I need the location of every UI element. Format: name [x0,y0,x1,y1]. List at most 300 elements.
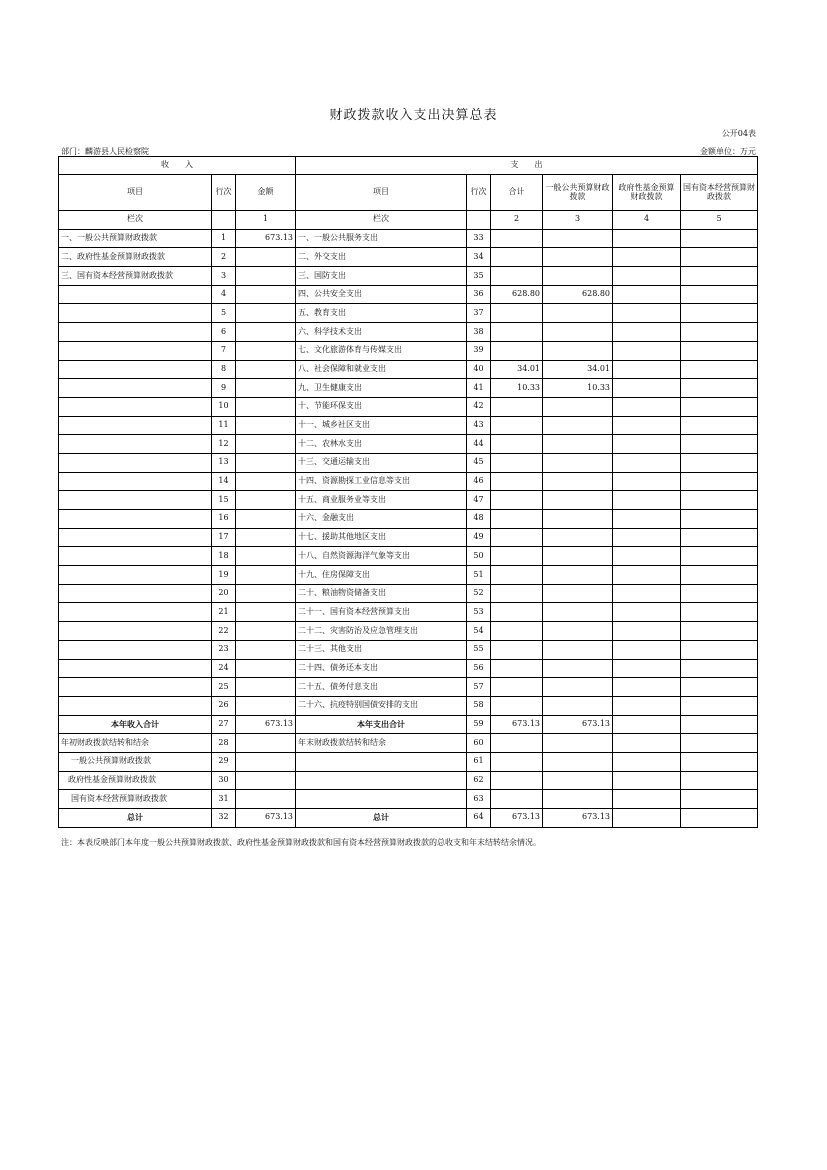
total-cell [491,734,543,753]
general-budget-cell [543,248,613,267]
department-label: 部门：麟游县人民检察院 [61,147,149,156]
table-row [59,472,758,491]
expense-row-no-cell: 63 [467,790,491,809]
income-amount-header: 金额 [236,175,296,211]
state-capital-cell [681,285,758,304]
index-label-left: 栏次 [59,211,212,230]
income-item-cell [59,285,212,304]
state-capital-cell [681,528,758,547]
table-row [59,323,758,342]
fund-budget-cell [613,435,681,454]
income-row-no-cell: 10 [212,397,236,416]
income-row-no-cell: 16 [212,510,236,529]
expense-item-cell: 一、一般公共服务支出 [296,229,467,248]
income-amount-cell [236,547,296,566]
general-budget-cell [543,491,613,510]
expense-item-cell: 十、节能环保支出 [296,397,467,416]
total-cell [491,491,543,510]
total-cell [491,547,543,566]
fund-budget-cell [613,323,681,342]
income-amount-cell: 673.13 [236,229,296,248]
income-item-cell [59,472,212,491]
total-cell [491,248,543,267]
total-cell [491,603,543,622]
total-cell [491,341,543,360]
index-fund-col: 4 [613,211,681,230]
income-row-no-cell: 14 [212,472,236,491]
income-row-no-cell: 30 [212,771,236,790]
general-budget-cell [543,229,613,248]
expense-item-cell: 十四、资源勘探工业信息等支出 [296,472,467,491]
total-cell [491,510,543,529]
expense-row-no-cell: 42 [467,397,491,416]
expense-item-cell: 三、国防支出 [296,267,467,286]
income-amount-cell [236,360,296,379]
expense-row-no-cell: 52 [467,584,491,603]
income-row-no-cell: 20 [212,584,236,603]
total-cell [491,528,543,547]
column-header-row [59,175,758,211]
income-item-cell [59,566,212,585]
state-capital-cell [681,397,758,416]
index-row [59,211,758,230]
expense-item-cell: 总计 [296,809,467,828]
general-budget-header: 一般公共预算财政拨款 [543,175,613,211]
income-amount-cell [236,491,296,510]
expense-row-no-cell: 39 [467,341,491,360]
footnote: 注：本表反映部门本年度一般公共预算财政拨款、政府性基金预算财政拨款和国有资本经营预算财政拨款的总收支和年末结转结余情况。 [61,838,541,847]
total-cell [491,472,543,491]
state-capital-cell [681,472,758,491]
total-header: 合计 [491,175,543,211]
state-capital-cell [681,435,758,454]
income-item-cell [59,341,212,360]
income-item-cell [59,379,212,398]
expense-item-header: 项目 [296,175,467,211]
state-capital-cell [681,771,758,790]
total-cell [491,453,543,472]
income-amount-cell [236,341,296,360]
income-amount-cell [236,323,296,342]
general-budget-cell [543,659,613,678]
income-amount-cell: 673.13 [236,809,296,828]
income-amount-cell [236,603,296,622]
income-item-cell [59,416,212,435]
state-capital-cell [681,603,758,622]
table-row [59,752,758,771]
fund-budget-cell [613,584,681,603]
state-capital-cell [681,491,758,510]
fund-budget-cell [613,285,681,304]
general-budget-cell [543,603,613,622]
income-row-no-cell: 4 [212,285,236,304]
expense-row-no-cell: 37 [467,304,491,323]
index-label-right: 栏次 [296,211,467,230]
income-item-cell [59,323,212,342]
general-budget-cell [543,397,613,416]
fund-budget-cell [613,678,681,697]
income-amount-cell [236,435,296,454]
table-row [59,603,758,622]
state-capital-cell [681,678,758,697]
state-capital-cell [681,416,758,435]
state-capital-cell [681,248,758,267]
expense-item-cell: 十五、商业服务业等支出 [296,491,467,510]
expense-row-no-cell: 58 [467,696,491,715]
income-item-cell [59,360,212,379]
table-row [59,229,758,248]
expense-row-no-cell: 41 [467,379,491,398]
table-row [59,622,758,641]
income-row-no-cell: 18 [212,547,236,566]
expense-item-cell: 年末财政拨款结转和结余 [296,734,467,753]
expense-row-no-cell: 36 [467,285,491,304]
state-capital-cell [681,584,758,603]
state-capital-cell [681,229,758,248]
expense-item-cell: 二十二、灾害防治及应急管理支出 [296,622,467,641]
income-row-no-cell: 9 [212,379,236,398]
total-cell [491,771,543,790]
general-budget-cell [543,678,613,697]
general-budget-cell: 673.13 [543,715,613,734]
table-row [59,715,758,734]
general-budget-cell [543,472,613,491]
fund-budget-cell [613,453,681,472]
income-item-cell [59,696,212,715]
state-capital-cell [681,622,758,641]
general-budget-cell [543,416,613,435]
expense-row-no-cell: 33 [467,229,491,248]
general-budget-cell [543,790,613,809]
state-capital-cell [681,547,758,566]
fund-budget-cell [613,547,681,566]
income-row-no-cell: 1 [212,229,236,248]
total-cell [491,678,543,697]
income-row-no-cell: 8 [212,360,236,379]
table-row [59,696,758,715]
table-row [59,566,758,585]
table-row [59,360,758,379]
expense-item-cell: 六、科学技术支出 [296,323,467,342]
general-budget-cell [543,510,613,529]
expense-row-no-cell: 38 [467,323,491,342]
fund-budget-cell [613,603,681,622]
fund-budget-cell [613,379,681,398]
expense-row-no-cell: 43 [467,416,491,435]
expense-group-header: 支 出 [296,157,758,175]
fund-budget-cell [613,734,681,753]
fund-budget-cell [613,696,681,715]
fund-budget-cell [613,267,681,286]
expense-item-cell: 二十三、其他支出 [296,640,467,659]
general-budget-cell: 34.01 [543,360,613,379]
income-item-cell [59,528,212,547]
income-item-cell [59,622,212,641]
income-row-no-header: 行次 [212,175,236,211]
income-item-cell [59,491,212,510]
table-row [59,379,758,398]
income-amount-cell [236,734,296,753]
expense-row-no-cell: 45 [467,453,491,472]
expense-row-no-header: 行次 [467,175,491,211]
income-row-no-cell: 21 [212,603,236,622]
total-cell [491,696,543,715]
total-cell [491,584,543,603]
fund-budget-cell [613,715,681,734]
fund-budget-cell [613,229,681,248]
expense-item-cell: 十九、住房保障支出 [296,566,467,585]
income-amount-cell [236,622,296,641]
expense-row-no-cell: 59 [467,715,491,734]
expense-row-no-cell: 64 [467,809,491,828]
state-capital-cell [681,734,758,753]
general-budget-cell [543,304,613,323]
expense-row-no-cell: 61 [467,752,491,771]
income-amount-cell [236,285,296,304]
state-capital-cell [681,696,758,715]
table-row [59,435,758,454]
table-row [59,285,758,304]
expense-row-no-cell: 44 [467,435,491,454]
expense-item-cell: 十一、城乡社区支出 [296,416,467,435]
fund-budget-cell [613,360,681,379]
fund-budget-cell [613,341,681,360]
general-budget-cell [543,267,613,286]
expense-item-cell [296,790,467,809]
expense-item-cell: 十二、农林水支出 [296,435,467,454]
income-row-no-cell: 6 [212,323,236,342]
state-capital-cell [681,453,758,472]
income-row-no-cell: 23 [212,640,236,659]
total-cell: 673.13 [491,809,543,828]
expense-row-no-cell: 50 [467,547,491,566]
general-budget-cell [543,547,613,566]
income-amount-cell [236,752,296,771]
expense-row-no-cell: 51 [467,566,491,585]
total-cell: 34.01 [491,360,543,379]
total-cell: 628.80 [491,285,543,304]
state-capital-cell [681,640,758,659]
state-capital-cell [681,809,758,828]
total-cell: 673.13 [491,715,543,734]
fund-budget-cell [613,248,681,267]
general-budget-cell [543,622,613,641]
income-row-no-cell: 25 [212,678,236,697]
income-row-no-cell: 32 [212,809,236,828]
expense-item-cell: 二十、粮油物资储备支出 [296,584,467,603]
income-row-no-cell: 15 [212,491,236,510]
income-amount-cell [236,528,296,547]
state-capital-cell [681,752,758,771]
state-capital-cell [681,360,758,379]
table-row [59,771,758,790]
income-amount-cell: 673.13 [236,715,296,734]
state-capital-cell [681,790,758,809]
total-cell [491,566,543,585]
income-item-cell: 年初财政拨款结转和结余 [59,734,212,753]
fund-budget-cell [613,566,681,585]
table-row [59,453,758,472]
fund-budget-cell [613,416,681,435]
fund-budget-cell [613,622,681,641]
expense-row-no-cell: 40 [467,360,491,379]
income-item-cell: 总计 [59,809,212,828]
fund-budget-cell [613,640,681,659]
income-row-no-cell: 29 [212,752,236,771]
expense-row-no-cell: 47 [467,491,491,510]
general-budget-cell: 628.80 [543,285,613,304]
income-amount-cell [236,248,296,267]
table-row [59,304,758,323]
index-empty [212,211,236,230]
table-row [59,547,758,566]
income-amount-cell [236,267,296,286]
table-row [59,584,758,603]
fund-budget-cell [613,752,681,771]
income-item-cell: 三、国有资本经营预算财政拨款 [59,267,212,286]
fund-budget-cell [613,659,681,678]
income-item-cell: 一、一般公共预算财政拨款 [59,229,212,248]
expense-row-no-cell: 48 [467,510,491,529]
income-item-cell [59,397,212,416]
income-amount-cell [236,640,296,659]
income-item-cell [59,659,212,678]
expense-item-cell: 七、文化旅游体育与传媒支出 [296,341,467,360]
expense-row-no-cell: 62 [467,771,491,790]
fund-budget-cell [613,397,681,416]
income-amount-cell [236,379,296,398]
expense-item-cell [296,771,467,790]
expense-row-no-cell: 46 [467,472,491,491]
index-empty [467,211,491,230]
expense-item-cell: 九、卫生健康支出 [296,379,467,398]
total-cell: 10.33 [491,379,543,398]
index-state-col: 5 [681,211,758,230]
state-capital-cell [681,323,758,342]
table-row [59,267,758,286]
fund-budget-header: 政府性基金预算财政拨款 [613,175,681,211]
expense-item-cell: 二十四、债务还本支出 [296,659,467,678]
income-row-no-cell: 27 [212,715,236,734]
index-amount-col: 1 [236,211,296,230]
expense-row-no-cell: 49 [467,528,491,547]
income-amount-cell [236,416,296,435]
expense-item-cell: 十八、自然资源海洋气象等支出 [296,547,467,566]
income-row-no-cell: 26 [212,696,236,715]
section-header-row [59,157,758,175]
income-row-no-cell: 3 [212,267,236,286]
expense-row-no-cell: 56 [467,659,491,678]
total-cell [491,752,543,771]
expense-row-no-cell: 55 [467,640,491,659]
general-budget-cell [543,435,613,454]
general-budget-cell [543,696,613,715]
table-row [59,790,758,809]
expense-item-cell: 十七、援助其他地区支出 [296,528,467,547]
expense-item-cell: 二十一、国有资本经营预算支出 [296,603,467,622]
income-row-no-cell: 28 [212,734,236,753]
expense-item-cell: 十三、交通运输支出 [296,453,467,472]
total-cell [491,416,543,435]
total-cell [491,640,543,659]
income-row-no-cell: 17 [212,528,236,547]
income-amount-cell [236,771,296,790]
income-item-header: 项目 [59,175,212,211]
table-row [59,416,758,435]
expense-row-no-cell: 34 [467,248,491,267]
state-capital-cell [681,566,758,585]
table-row [59,341,758,360]
income-item-cell [59,435,212,454]
total-cell [491,323,543,342]
table-row [59,397,758,416]
budget-summary-table [58,156,758,828]
table-row [59,248,758,267]
income-row-no-cell: 12 [212,435,236,454]
state-capital-cell [681,341,758,360]
general-budget-cell [543,528,613,547]
expense-row-no-cell: 53 [467,603,491,622]
table-row [59,491,758,510]
index-general-col: 3 [543,211,613,230]
total-cell [491,267,543,286]
income-row-no-cell: 24 [212,659,236,678]
income-item-cell: 本年收入合计 [59,715,212,734]
total-cell [491,435,543,454]
fund-budget-cell [613,528,681,547]
general-budget-cell: 673.13 [543,809,613,828]
income-group-header: 收 入 [59,157,296,175]
income-row-no-cell: 22 [212,622,236,641]
income-row-no-cell: 19 [212,566,236,585]
expense-item-cell: 五、教育支出 [296,304,467,323]
expense-row-no-cell: 57 [467,678,491,697]
income-item-cell [59,584,212,603]
state-capital-cell [681,304,758,323]
state-capital-header: 国有资本经营预算财政拨款 [681,175,758,211]
table-row [59,528,758,547]
fund-budget-cell [613,304,681,323]
general-budget-cell: 10.33 [543,379,613,398]
state-capital-cell [681,659,758,678]
income-amount-cell [236,397,296,416]
page-title: 财政拨款收入支出决算总表 [329,108,498,123]
expense-row-no-cell: 35 [467,267,491,286]
income-amount-cell [236,304,296,323]
income-amount-cell [236,472,296,491]
general-budget-cell [543,640,613,659]
expense-item-cell: 八、社会保障和就业支出 [296,360,467,379]
table-row [59,678,758,697]
income-item-cell [59,678,212,697]
general-budget-cell [543,752,613,771]
expense-item-cell [296,752,467,771]
expense-row-no-cell: 60 [467,734,491,753]
income-row-no-cell: 5 [212,304,236,323]
table-row [59,510,758,529]
general-budget-cell [543,584,613,603]
income-amount-cell [236,790,296,809]
expense-item-cell: 二十六、抗疫特别国债安排的支出 [296,696,467,715]
general-budget-cell [543,566,613,585]
expense-row-no-cell: 54 [467,622,491,641]
income-amount-cell [236,678,296,697]
income-item-cell: 一般公共预算财政拨款 [59,752,212,771]
total-cell [491,229,543,248]
general-budget-cell [543,323,613,342]
income-item-cell: 国有资本经营预算财政拨款 [59,790,212,809]
income-item-cell [59,510,212,529]
